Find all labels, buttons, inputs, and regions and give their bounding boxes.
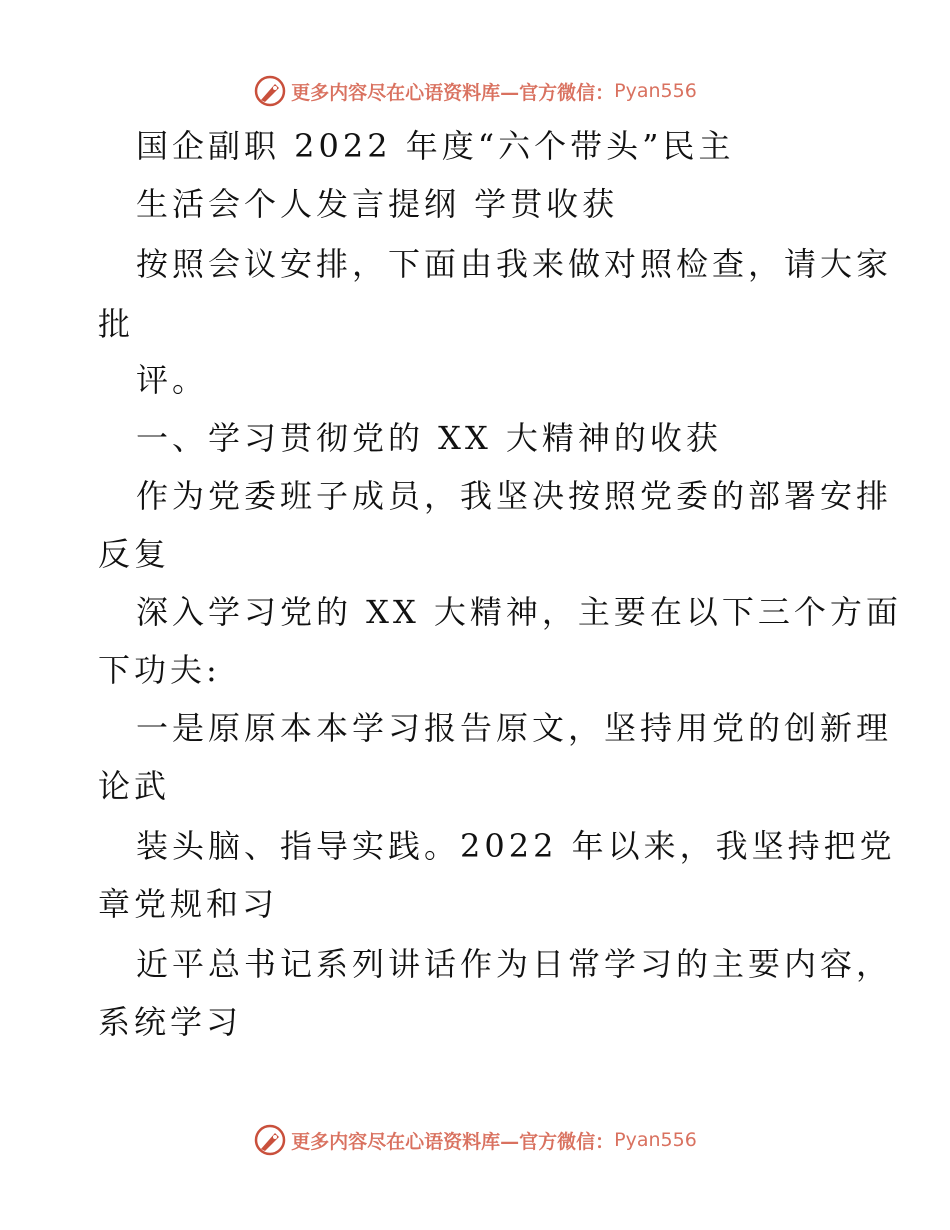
section-heading: 一、学习贯彻党的 XX 大精神的收获: [136, 419, 722, 457]
paragraph-line: 一是原原本本学习报告原文，坚持用党的创新理: [136, 709, 893, 747]
paragraph-line: 近平总书记系列讲话作为日常学习的主要内容，: [136, 945, 893, 983]
paragraph-line: 批: [98, 305, 135, 343]
paragraph-line: 评。: [136, 361, 209, 399]
watermark-wechat-id: Pyan556: [614, 1129, 697, 1151]
watermark-header: [0, 71, 950, 111]
watermark-text: 更多内容尽在心语资料库—官方微信：: [291, 1130, 615, 1153]
title-line-1: 国企副职 2022 年度“六个带头”民主: [136, 127, 735, 165]
watermark-footer: [0, 1120, 950, 1160]
paragraph-line: 装头脑、指导实践。2022 年以来，我坚持把党: [136, 827, 896, 865]
paragraph-line: 系统学习: [98, 1003, 243, 1041]
paragraph-line: 作为党委班子成员，我坚决按照党委的部署安排: [136, 477, 893, 515]
pen-nib-logo-icon: [253, 1123, 287, 1157]
paragraph-line: 论武: [98, 767, 171, 805]
watermark-wechat-id: Pyan556: [614, 80, 697, 102]
title-line-2: 生活会个人发言提纲 学贯收获: [136, 185, 619, 223]
paragraph-line: 下功夫:: [98, 651, 221, 689]
pen-nib-logo-icon: [253, 74, 287, 108]
paragraph-line: 按照会议安排，下面由我来做对照检查，请大家: [136, 245, 893, 283]
watermark-text: 更多内容尽在心语资料库—官方微信：: [291, 81, 615, 104]
paragraph-line: 章党规和习: [98, 885, 279, 923]
paragraph-line: 深入学习党的 XX 大精神，主要在以下三个方面: [136, 593, 902, 631]
paragraph-line: 反复: [98, 535, 171, 573]
